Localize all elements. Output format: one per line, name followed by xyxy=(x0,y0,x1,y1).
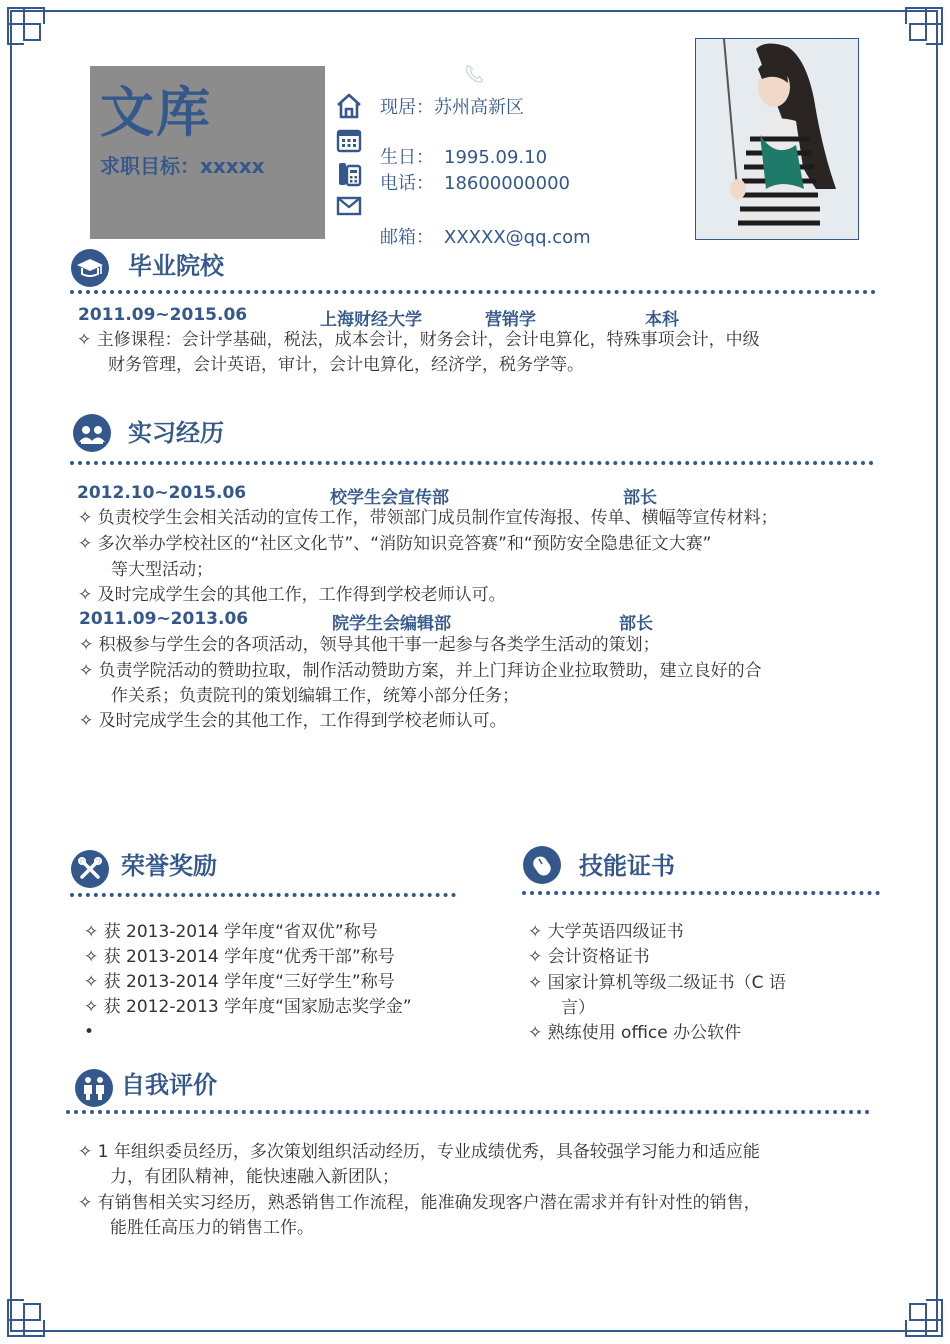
email-label: 邮箱： xyxy=(380,227,434,248)
honors-title: 荣誉奖励 xyxy=(121,852,217,880)
corner-ornament-bottom-right xyxy=(888,1282,944,1338)
internship1-line: ✧ 及时完成学生会的其他工作，工作得到学校老师认可。 xyxy=(78,585,506,605)
birth-line xyxy=(380,143,547,169)
self-eval-divider xyxy=(66,1110,870,1114)
internship1-line: ✧ 多次举办学校社区的“社区文化节”、“消防知识竞答赛”和“预防安全隐患征文大赛” xyxy=(78,534,712,554)
tools-icon xyxy=(70,849,110,889)
self-eval-title: 自我评价 xyxy=(121,1071,217,1099)
honor-item: ✧ 获 2012-2013 学年度“国家励志奖学金” xyxy=(84,997,412,1017)
corner-ornament-top-right xyxy=(888,6,944,62)
internship1-org: 校学生会宣传部 xyxy=(330,488,449,508)
skill-item: 言） xyxy=(561,998,595,1018)
profile-photo xyxy=(695,38,859,240)
internship2-line: ✧ 积极参与学生会的各项活动，领导其他干事一起参与各类学生活动的策划； xyxy=(79,635,660,655)
honor-item: ✧ 获 2013-2014 学年度“优秀干部”称号 xyxy=(84,947,395,967)
residence-line xyxy=(380,93,524,119)
objective-label: 求职目标： xyxy=(100,154,200,178)
self-eval-line: ✧ 1 年组织委员经历，多次策划组织活动经历，专业成绩优秀，具备较强学习能力和适应能 xyxy=(78,1142,760,1162)
residence-value: 苏州高新区 xyxy=(434,97,524,118)
people-icon xyxy=(74,1068,114,1108)
education-degree: 本科 xyxy=(645,310,679,330)
honors-divider xyxy=(70,893,456,897)
internship1-line: 等大型活动； xyxy=(111,560,213,580)
phone-label: 电话： xyxy=(380,173,434,194)
skill-item: ✧ 会计资格证书 xyxy=(528,947,650,967)
home-icon xyxy=(335,92,363,120)
calendar-icon xyxy=(335,126,363,154)
education-courses-line1: ✧ 主修课程：会计学基础，税法，成本会计，财务会计，会计电算化，特殊事项会计，中级 xyxy=(77,330,760,350)
birth-value: 1995.09.10 xyxy=(444,147,548,168)
phone-line xyxy=(380,169,570,195)
candidate-name: 文库 xyxy=(100,81,212,144)
internship2-role: 部长 xyxy=(619,614,653,634)
honor-item: ✧ 获 2013-2014 学年度“省双优”称号 xyxy=(84,922,378,942)
education-title: 毕业院校 xyxy=(128,252,224,280)
faint-phone-icon xyxy=(462,62,486,86)
objective-value: xxxxx xyxy=(200,154,265,178)
self-eval-line: 能胜任高压力的销售工作。 xyxy=(110,1218,314,1238)
education-divider xyxy=(70,290,876,294)
self-eval-line: 力，有团队精神，能快速融入新团队； xyxy=(110,1167,399,1187)
team-icon xyxy=(72,413,112,453)
internship1-line: ✧ 负责校学生会相关活动的宣传工作，带领部门成员制作宣传海报、传单、横幅等宣传材料； xyxy=(78,508,778,528)
phone-value: 18600000000 xyxy=(444,173,570,194)
skills-title: 技能证书 xyxy=(579,852,675,880)
education-period: 2011.09~2015.06 xyxy=(78,305,248,325)
internship2-line: ✧ 负责学院活动的赞助拉取，制作活动赞助方案，并上门拜访企业拉取赞助，建立良好的合 xyxy=(79,661,762,681)
mouse-icon xyxy=(522,845,562,885)
email-line xyxy=(380,223,591,249)
education-school: 上海财经大学 xyxy=(320,310,422,330)
mail-icon xyxy=(335,192,363,220)
birth-label: 生日： xyxy=(380,147,434,168)
internship2-line: ✧ 及时完成学生会的其他工作，工作得到学校老师认可。 xyxy=(79,711,507,731)
skill-item: ✧ 国家计算机等级二级证书（C 语 xyxy=(528,973,786,993)
residence-label: 现居： xyxy=(380,97,434,118)
self-eval-line: ✧ 有销售相关实习经历，熟悉销售工作流程，能准确发现客户潜在需求并有针对性的销售， xyxy=(78,1193,761,1213)
honor-item: ✧ 获 2013-2014 学年度“三好学生”称号 xyxy=(84,972,395,992)
graduation-cap-icon xyxy=(70,248,110,288)
honor-item: • xyxy=(84,1022,95,1042)
phone-icon xyxy=(335,160,363,188)
internship1-period: 2012.10~2015.06 xyxy=(77,483,247,503)
corner-ornament-bottom-left xyxy=(6,1282,62,1338)
skills-divider xyxy=(522,891,880,895)
corner-ornament-top-left xyxy=(6,6,62,62)
job-objective xyxy=(100,150,265,179)
internship-title: 实习经历 xyxy=(128,419,224,447)
internship2-line: 作关系；负责院刊的策划编辑工作，统筹小部分任务； xyxy=(111,686,519,706)
skill-item: ✧ 大学英语四级证书 xyxy=(528,922,684,942)
email-value: XXXXX@qq.com xyxy=(444,227,591,248)
internship2-org: 院学生会编辑部 xyxy=(332,614,451,634)
internship2-period: 2011.09~2013.06 xyxy=(79,609,249,629)
internship1-role: 部长 xyxy=(623,488,657,508)
internship-divider xyxy=(70,461,874,465)
education-courses-line2: 财务管理，会计英语，审计，会计电算化，经济学，税务学等。 xyxy=(108,355,584,375)
skill-item: ✧ 熟练使用 office 办公软件 xyxy=(528,1023,742,1043)
education-major: 营销学 xyxy=(485,310,536,330)
